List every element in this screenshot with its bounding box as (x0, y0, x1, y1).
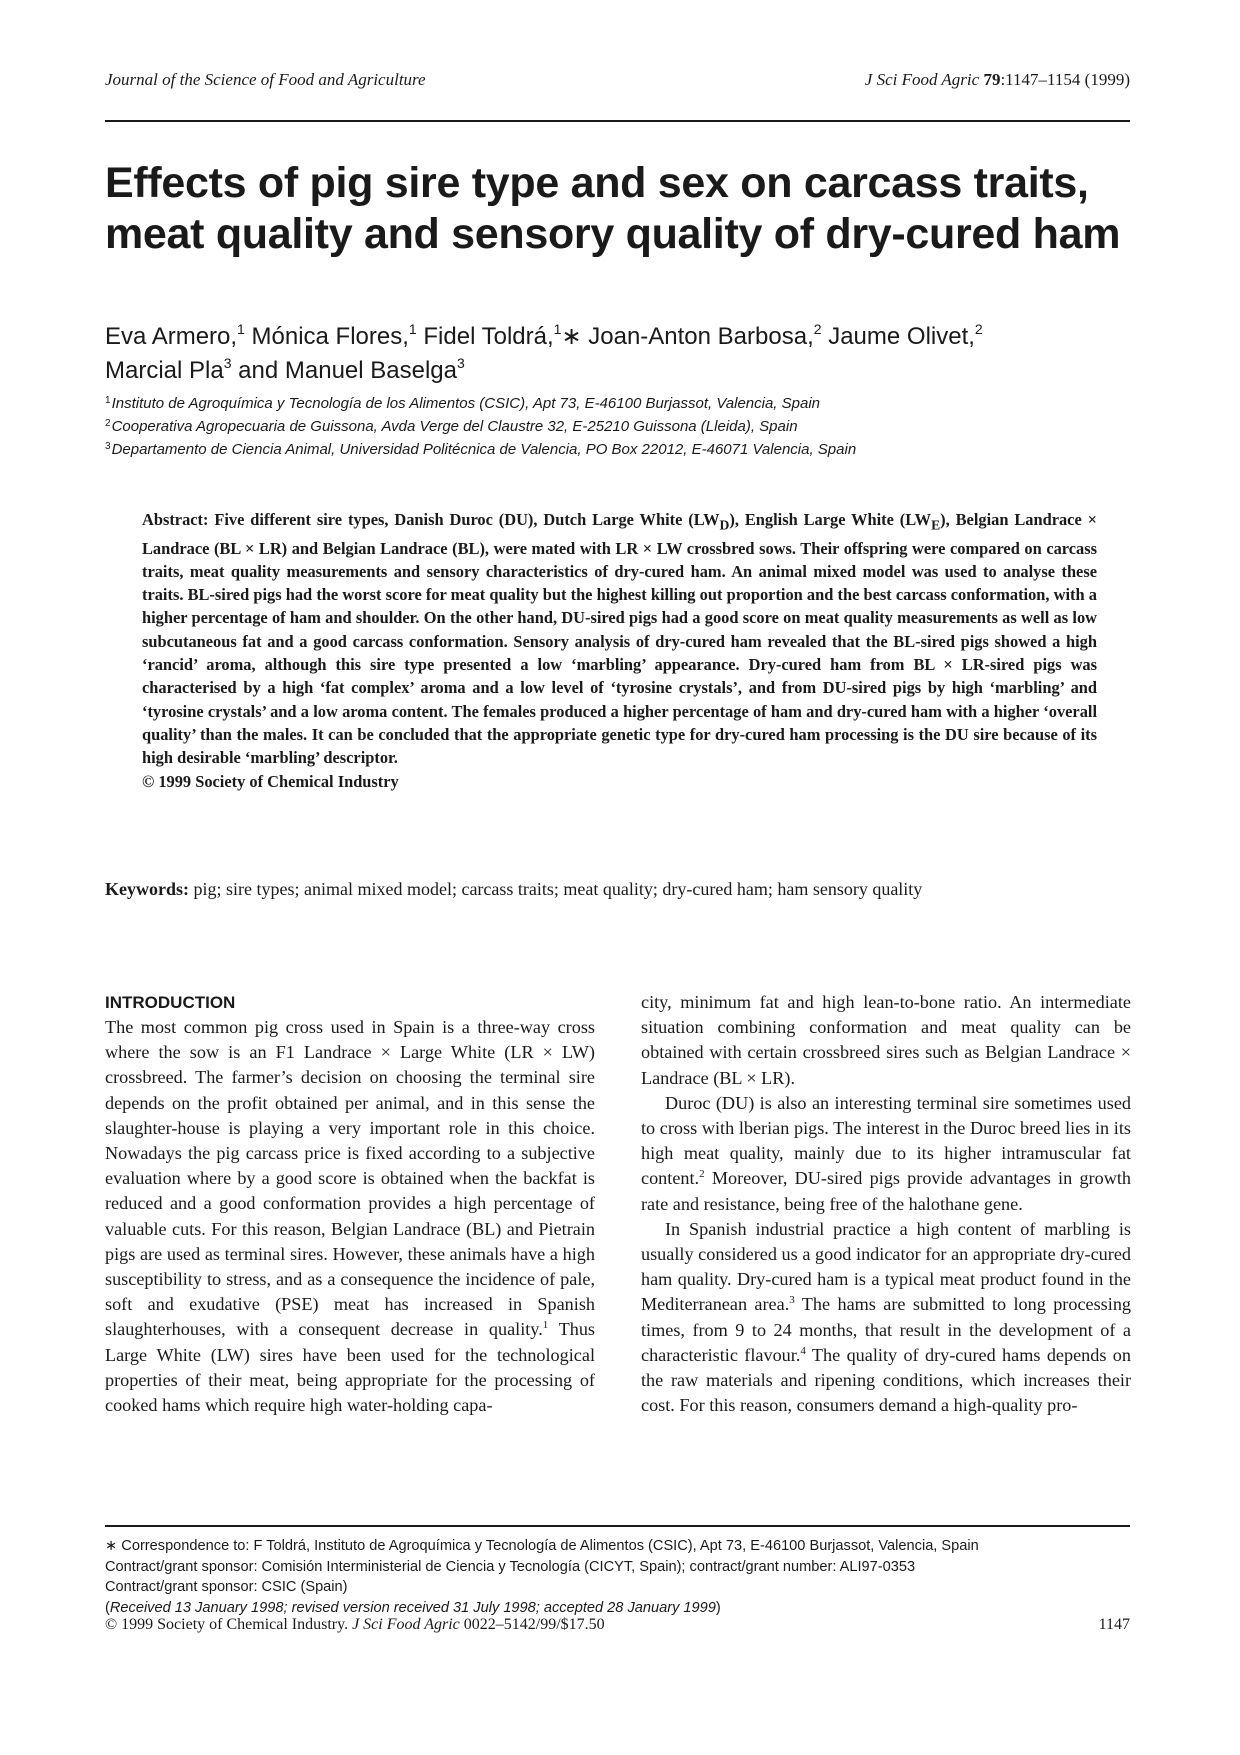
journal-name: Journal of the Science of Food and Agriculture (105, 70, 426, 89)
author-affiliation-mark: 2 (813, 321, 822, 337)
author-affiliation-mark: 3 (223, 355, 232, 371)
affiliations (105, 392, 1145, 461)
citation-volume: 79 (983, 70, 1001, 89)
author-affiliation-mark: 3 (457, 355, 465, 371)
reference-mark: 4 (800, 1344, 806, 1357)
abstract-copyright: © 1999 Society of Chemical Industry (142, 771, 399, 791)
body-paragraph: city, minimum fat and high lean-to-bone ratio. An intermediate situation combining conformation and meat quality can be obtained with certain crossbreed sires such as Belgian Landrace × Landrace (BL × LR). (641, 992, 1131, 1088)
keywords (105, 877, 1131, 902)
body-column-right (641, 990, 1131, 1418)
affiliation: $^2$Cooperativa Agropecuaria de Guissona, Avda Verge del Claustre 32, E-25210 Guissona (Lleida), Spain (105, 418, 798, 435)
keywords-label: Keywords: (105, 879, 189, 899)
author-name: Jaume Olivet, (828, 323, 975, 350)
abstract: Abstract: Five different sire types, Danish Duroc (DU), Dutch Large White $(LW_D)$, English Large White $(LW_E)$, Belgian Landrace × Landrace (BL × LR) and Belgian Landrace (BL), were mated with LR × LW crossbred sows. Their offspring were compared on carcass traits, meat quality measurements and sensory characteristics of dry-cured ham. An animal mixed model was used to analyse these traits. BL-sired pigs had the worst score for meat quality but the highest killing out proportion and the best carcass conformation, with a higher percentage of ham and shoulder. On the other hand, DU-sired pigs had a good score on meat quality measurements as well as low subcutaneous fat and a good carcass conformation. Sensory analysis of dry-cured ham revealed that the BL-sired pigs showed a high ‘rancid’ aroma, although this sire type presented a low ‘marbling’ appearance. Dry-cured ham from BL × LR-sired pigs was characterised by a high ‘fat complex’ aroma and a low level of ‘tyrosine crystals’, and from DU-sired pigs by high ‘marbling’ and ‘tyrosine crystals’ and a low aroma content. The females produced a higher percentage of ham and dry-cured ham with a higher ‘overall quality’ than the males. It can be concluded that the appropriate genetic type for dry-cured ham processing is the DU sire because of its high desirable ‘marbling’ descriptor. © 1999 Society of Chemical Industry (142, 508, 1097, 793)
author-list (105, 320, 1145, 388)
author-affiliation-mark: 1 (237, 321, 245, 337)
reference-mark: 2 (699, 1168, 705, 1181)
article-title: Effects of pig sire type and sex on carcass traits, meat quality and sensory quality of dry-cured ham (105, 159, 1121, 258)
footer-copyright: © 1999 Society of Chemical Industry. (105, 1616, 349, 1633)
footnotes (105, 1536, 1135, 1618)
received-dates: (Received 13 January 1998; revised version received 31 July 1998; accepted 28 January 1999) (105, 1599, 721, 1616)
page-footer (105, 1616, 1130, 1640)
author-name: Marcial Pla (105, 357, 224, 384)
author-name: and Manuel Baselga (238, 357, 457, 384)
reference-mark: 3 (789, 1294, 795, 1307)
body-column-left (105, 990, 595, 1418)
citation (865, 70, 1130, 90)
author-name: Eva Armero, (105, 323, 238, 350)
author-name: Joan-Anton Barbosa, (588, 323, 814, 350)
body-paragraph: Duroc (DU) is also an interesting terminal sire sometimes used to cross with lberian pigs. The interest in the Duroc breed lies in its high meat quality, mainly due to its higher intramuscular fat content.$^2$ Moreover, DU-sired pigs provide advantages in growth rate and resistance, being free of the halothane gene. (641, 1092, 1131, 1214)
page-number: 1147 (1098, 1616, 1130, 1633)
author-affiliation-mark: 1 (553, 321, 562, 337)
footnote-rule (105, 1525, 1130, 1527)
citation-journal-abbrev: J Sci Food Agric (864, 70, 980, 89)
reference-mark: 1 (542, 1319, 549, 1332)
body-paragraph: The most common pig cross used in Spain is a three-way cross where the sow is an F1 Landrace × Large White (LR × LW) crossbreed. The farmer’s decision on choosing the terminal sire depends on the profit obtained per animal, and in this sense the slaughter-house is playing a very important role in this choice. Nowadays the pig carcass price is fixed according to a subjective evaluation where by a good score is obtained when the backfat is reduced and a good conformation provides a high percentage of valuable cuts. For this reason, Belgian Landrace (BL) and Pietrain pigs are used as terminal sires. However, these animals have a high susceptibility to stress, and as a consequence the incidence of pale, soft and exudative (PSE) meat has increased in Spanish slaughterhouses, with a consequent decrease in quality.$^1$ Thus Large White (LW) sires have been used for the technological properties of their meat, being appropriate for the processing of cooked hams which require high water-holding capa- (105, 1017, 596, 1416)
header-rule (105, 120, 1130, 122)
citation-pages: :1147–1154 (1999) (1000, 70, 1130, 89)
author-affiliation-mark: 1 (408, 321, 417, 337)
body-paragraph: In Spanish industrial practice a high content of marbling is usually considered us a good indicator for an appropriate dry-cured ham quality. Dry-cured ham is a typical meat product found in the Mediterranean area.$^3$ The hams are submitted to long processing times, from 9 to 24 months, that result in the development of a characteristic flavour.$^4$ The quality of dry-cured hams depends on the raw materials and ripening conditions, which increases their cost. For this reason, consumers demand a high-quality pro- (641, 1218, 1132, 1416)
correspondence-note: ∗ Correspondence to: F Toldrá, Instituto de Agroquímica y Tecnología de Alimentos (CSIC), Apt 73, E-46100 Burjassot, Valencia, Spain (105, 1538, 979, 1554)
author-name: Fidel Toldrá, (423, 323, 554, 350)
grant-sponsor-note: Contract/grant sponsor: Comisión Interministerial de Ciencia y Tecnología (CICYT, Spain); contract/grant number: ALI97-0353 (105, 1558, 916, 1575)
author-name: Mónica Flores, (251, 323, 409, 350)
affiliation: $^3$Departamento de Ciencia Animal, Universidad Politécnica de Valencia, PO Box 22012, E-46071 Valencia, Spain (105, 441, 857, 458)
footer-journal-abbrev: J Sci Food Agric (352, 1616, 460, 1633)
keywords-text: pig; sire types; animal mixed model; carcass traits; meat quality; dry-cured ham; ham sensory quality (193, 879, 923, 899)
affiliation: $^1$Instituto de Agroquímica y Tecnología de los Alimentos (CSIC), Apt 73, E-46100 Burjassot, Valencia, Spain (105, 395, 820, 412)
running-head (105, 70, 1130, 94)
author-affiliation-mark: 2 (974, 321, 983, 337)
corresponding-author-mark: ∗ (561, 323, 582, 350)
grant-sponsor-note: Contract/grant sponsor: CSIC (Spain) (105, 1579, 348, 1595)
footer-issn: 0022–5142/99/$17.50 (463, 1616, 605, 1633)
section-heading: INTRODUCTION (105, 993, 236, 1012)
